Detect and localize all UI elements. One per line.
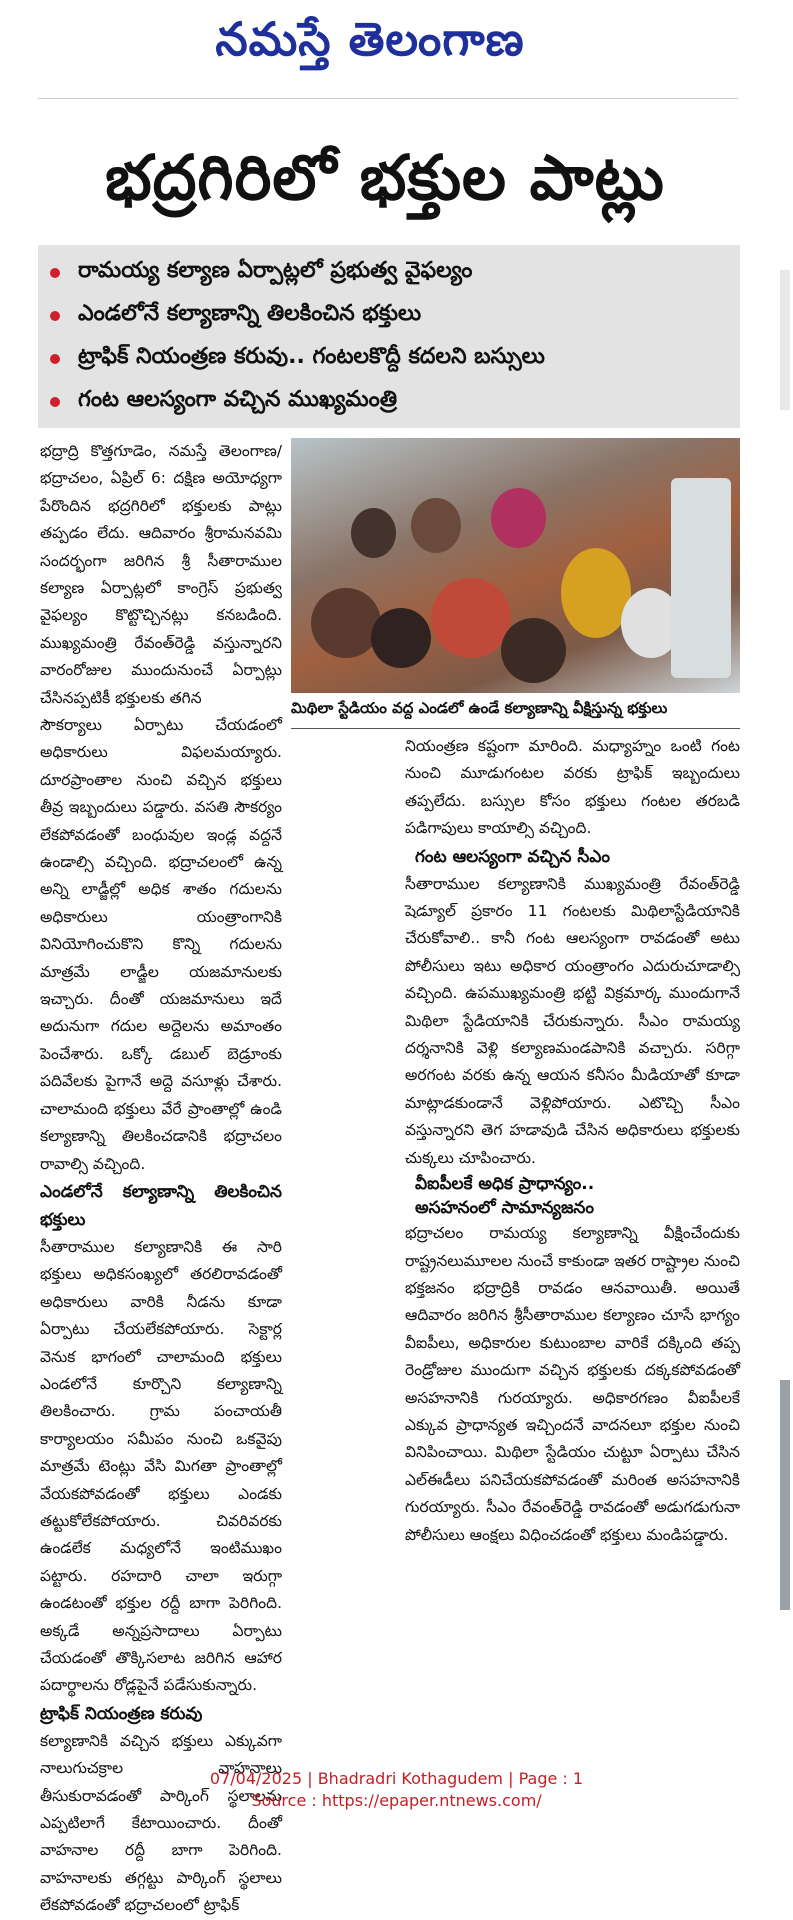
article-col1-body: సౌకర్యాలు ఏర్పాటు చేయడంలో అధికారులు విఫలమయ్యారు. దూరప్రాంతాల నుంచి వచ్చిన భక్తులు తీవ్ర ఇబ్బందులు పడ్డారు. వసతి సౌకర్యం లేకపోవడంతో బంధువుల ఇండ్ల వద్దనే ఉండాల్సి వచ్చింది. భద్రాచలంలో ఉన్న అన్ని లాడ్జీల్లో అధిక శాతం గదులను అధికారులు యంత్రాంగానికి వినియోగించుకొని కొన్ని గదులను మాత్రమే లాడ్జీల యజమానులకు ఇచ్చారు. దీంతో యజమానులు ఇదే అదునుగా గదుల అద్దెలను అమాంతం పెంచేశారు. ఒక్కో డబుల్ బెడ్రూంకు పదివేలకు పైగానే అద్దె వసూళ్లు చేశారు. చాలామంది భక్తులు వేరే ప్రాంతాల్లో ఉండి కల్యాణాన్ని తిలకించడానికి భద్రాచలం రావాల్సి వచ్చింది. ఎండలోనే కల్యాణాన్ని తిలకించిన భక్తులు సీతారాముల కల్యాణానికి ఈ సారి భక్తులు అధికసంఖ్యలో తరలిరావడంతో అధికారులు వారికి నీడను కూడా ఏర్పాటు చేయలేకపోయారు. సెక్టార్ల వెనుక భాగంలో చాలామంది భక్తులు ఎండలోనే కూర్చొని కల్యాణాన్ని తిలకించారు. గ్రామ పంచాయతీ కార్యాలయం సమీపం నుంచి ఒకవైపు మాత్రమే టెంట్లు వేసి మిగతా ప్రాంతాల్లో వేయకపోవడంతో భక్తులు ఎండకు తట్టుకోలేకపోయారు. చివరివరకు ఉండలేక మధ్యలోనే ఇంటిముఖం పట్టారు. రహదారి చాలా ఇరుగ్గా ఉండటంతో భక్తుల రద్దీ బాగా పెరిగింది. అక్కడే అన్నప్రసాదాలు ఏర్పాటు చేయడంతో తొక్కిసలాట జరిగిన ఆహార పదార్థాలను రోడ్లపైనే పడేసుకున్నారు. ట్రాఫిక్ నియంత్రణ కరువు కల్యాణానికి వచ్చిన భక్తులు ఎక్కువగా నాలుగుచక్రాల వాహనాలు తీసుకురావడంతో పార్కింగ్ స్థలాలను ఎప్పటిలాగే కేటాయించారు. దీంతో వాహనాల రద్దీ బాగా పెరిగింది. వాహనాలకు తగ్గట్టు పార్కింగ్ స్థలాలు లేకపోవడంతో భద్రాచలంలో ట్రాఫిక్ [40, 716, 282, 1915]
news-photo [291, 438, 740, 693]
subheading: అసహనంలో సామాన్యజనం [415, 1198, 594, 1219]
bullet-dot-icon [50, 268, 60, 278]
article-col2: నియంత్రణ కష్టంగా మారింది. మధ్యాహ్నం ఒంటి గంట నుంచి మూడుగంటల వరకు ట్రాఫిక్ ఇబ్బందులు తప్పలేదు. బస్సుల కోసం భక్తులు గంటల తరబడి పడిగాపులు కాయాల్సి వచ్చింది. గంట ఆలస్యంగా వచ్చిన సీఎం సీతారాముల కల్యాణానికి ముఖ్యమంత్రి రేవంత్‌రెడ్డి షెడ్యూల్ ప్రకారం 11 గంటలకు మిథిలాస్టేడియానికి చేరుకోవాలి.. కానీ గంట ఆలస్యంగా రావడంతో అటు పోలీసులు ఇటు అధికార యంత్రాంగం ఎదురుచూడాల్సి వచ్చింది. ఉపముఖ్యమంత్రి భట్టి విక్రమార్క ముందుగానే మిథిలా స్టేడియానికి చేరుకున్నారు. సీఎం రామయ్య దర్శనానికి వెళ్లి కల్యాణమండపానికి వచ్చారు. సరిగ్గా అరగంట వరకు ఉన్న ఆయన కనీసం మీడియాతో కూడా మాట్లాడకుండానే వెళ్లిపోయారు. ఎటొచ్చి సీఎం వస్తున్నారని తెగ హడావుడి చేసిన అధికారులు భక్తులకు చుక్కలు చూపించారు. వీఐపీలకే అధిక ప్రాధాన్యం.. అసహనంలో సామాన్యజనం భద్రాచలం రామయ్య కల్యాణాన్ని వీక్షించేందుకు రాష్ట్రనలుమూలల నుంచే కాకుండా ఇతర రాష్ట్రాల నుంచి భక్తజనం భద్రాద్రికి రావడం ఆనవాయితీ. అయితే ఆదివారం జరిగిన శ్రీసీతారాముల కల్యాణం చూసే భాగ్యం వీఐపీలు, అధికారుల కుటుంబాల వారికే దక్కింది తప్ప రెండ్రోజుల ముందుగా వచ్చిన భక్తులకు దక్కకపోవడంతో అసహనానికి గురయ్యారు. అధికారగణం వీఐపీలకే ఎక్కువ ప్రాధాన్యత ఇచ్చిందనే వాదనలూ భక్తుల నుంచి వినిపించాయి. మిథిలా స్టేడియం చుట్టూ ఏర్పాటు చేసిన ఎల్ఈడీలు పనిచేయకపోవడంతో మరింత అసహనానికి గురయ్యారు. సీఎం రేవంత్‌రెడ్డి రావడంతో అడుగడుగునా పోలీసులు ఆంక్షలు విధించడంతో భక్తులు మండిపడ్డారు. [405, 737, 740, 1544]
bullet-dot-icon [50, 354, 60, 364]
subheading: ట్రాఫిక్ నియంత్రణ కరువు [40, 1703, 203, 1724]
footer-source: Source : https://epaper.ntnews.com/ [251, 1791, 542, 1810]
photo-caption: మిథిలా స్టేడియం వద్ద ఎండలో ఉండే కల్యాణాన్ని వీక్షిస్తున్న భక్తులు [291, 699, 668, 717]
footer [0, 1768, 793, 1812]
subheading: ఎండలోనే కల్యాణాన్ని తిలకించిన భక్తులు [40, 1181, 282, 1230]
subheading: గంట ఆలస్యంగా వచ్చిన సీఎం [415, 846, 610, 867]
highlight-item: గంట ఆలస్యంగా వచ్చిన ముఖ్యమంత్రి [38, 380, 740, 423]
subheading: వీఐపీలకే అధిక ప్రాధాన్యం.. [415, 1174, 595, 1195]
footer-date-page: 07/04/2025 | Bhadradri Kothagudem | Page : 1 [209, 1769, 584, 1788]
highlight-item: ట్రాఫిక్ నియంత్రణ కరువు.. గంటలకొద్దీ కదలని బస్సులు [38, 337, 740, 380]
bullet-dot-icon [50, 311, 60, 321]
highlights-box [38, 245, 740, 428]
adjacent-page-edge [780, 270, 790, 410]
adjacent-page-edge [780, 1380, 790, 1610]
bullet-dot-icon [50, 397, 60, 407]
masthead [0, 0, 740, 78]
newspaper-name: నమస్తే తెలంగాణ [215, 12, 525, 66]
highlight-item: ఎండలోనే కల్యాణాన్ని తిలకించిన భక్తులు [38, 294, 740, 337]
caption-divider [291, 728, 740, 729]
article-col1-top: భద్రాద్రి కొత్తగూడెం, నమస్తే తెలంగాణ/ భద్రాచలం, ఏప్రిల్ 6: దక్షిణ అయోధ్యగా పేరొందిన భద్రగిరిలో భక్తులకు పాట్లు తప్పడం లేదు. ఆదివారం శ్రీరామనవమి సందర్భంగా జరిగిన శ్రీ సీతారాముల కల్యాణ ఏర్పాట్లలో కాంగ్రెస్ ప్రభుత్వ వైఫల్యం కొట్టొచ్చినట్లు కనబడింది. ముఖ్యమంత్రి రేవంత్‌రెడ్డి వస్తున్నారని వారంరోజుల ముందునుంచే ఏర్పాట్లు చేసినప్పటికీ భక్తులకు తగిన [40, 442, 282, 707]
headline: భద్రగిరిలో భక్తుల పాట్లు [105, 141, 665, 214]
divider [38, 98, 738, 99]
highlight-item: రామయ్య కల్యాణ ఏర్పాట్లలో ప్రభుత్వ వైఫల్యం [38, 251, 740, 294]
